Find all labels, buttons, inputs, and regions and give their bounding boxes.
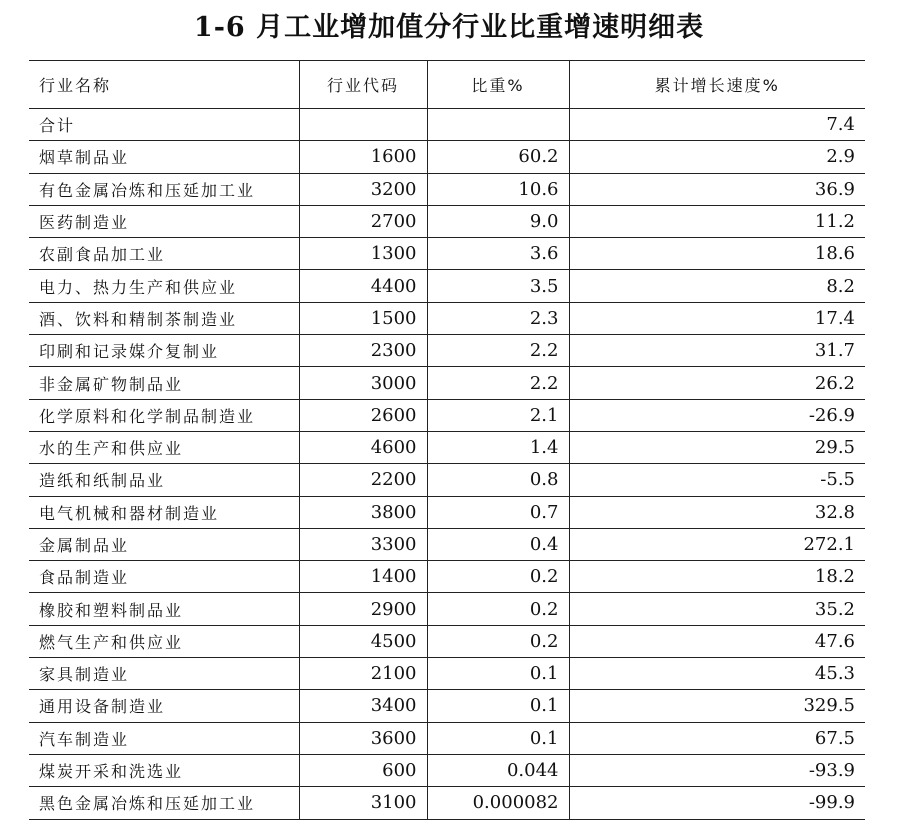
cell-share: 10.6 [427,173,569,205]
cell-industry-name: 有色金属冶炼和压延加工业 [29,173,299,205]
cell-industry-code: 1500 [299,302,427,334]
cell-industry-code: 600 [299,754,427,786]
table-row [29,722,865,754]
cell-industry-code: 2700 [299,205,427,237]
cell-share: 2.1 [427,399,569,431]
table-row [29,141,865,173]
cell-share: 0.1 [427,722,569,754]
cell-industry-code: 1300 [299,238,427,270]
cell-share: 2.2 [427,367,569,399]
cell-industry-name: 医药制造业 [29,205,299,237]
cell-industry-code: 2200 [299,464,427,496]
cell-share: 0.7 [427,496,569,528]
cell-growth: 7.4 [569,109,865,141]
cell-industry-code: 3800 [299,496,427,528]
cell-share: 60.2 [427,141,569,173]
cell-share [427,109,569,141]
cell-industry-name: 烟草制品业 [29,141,299,173]
cell-growth: 32.8 [569,496,865,528]
cell-growth: -5.5 [569,464,865,496]
cell-industry-code: 3400 [299,690,427,722]
cell-industry-code: 2900 [299,593,427,625]
cell-share: 0.044 [427,754,569,786]
cell-industry-name: 电气机械和器材制造业 [29,496,299,528]
table-row [29,399,865,431]
cell-industry-code [299,109,427,141]
table-row [29,270,865,302]
header-industry-name: 行业名称 [29,61,299,109]
cell-industry-name: 非金属矿物制品业 [29,367,299,399]
table-row [29,238,865,270]
cell-industry-name: 酒、饮料和精制茶制造业 [29,302,299,334]
cell-growth: 8.2 [569,270,865,302]
cell-share: 1.4 [427,431,569,463]
cell-growth: 45.3 [569,658,865,690]
cell-share: 0.1 [427,658,569,690]
cell-industry-name: 通用设备制造业 [29,690,299,722]
cell-growth: 36.9 [569,173,865,205]
cell-industry-name: 电力、热力生产和供应业 [29,270,299,302]
cell-growth: 272.1 [569,528,865,560]
cell-growth: -99.9 [569,787,865,819]
table-row [29,787,865,819]
industry-table [29,60,865,820]
header-growth: 累计增长速度% [569,61,865,109]
cell-growth: 67.5 [569,722,865,754]
cell-industry-name: 橡胶和塑料制品业 [29,593,299,625]
cell-share: 0.000082 [427,787,569,819]
cell-share: 3.5 [427,270,569,302]
cell-industry-name: 造纸和纸制品业 [29,464,299,496]
cell-industry-code: 3200 [299,173,427,205]
table-row [29,173,865,205]
cell-industry-name: 农副食品加工业 [29,238,299,270]
cell-industry-code: 3600 [299,722,427,754]
cell-growth: 2.9 [569,141,865,173]
table-row [29,593,865,625]
cell-industry-name: 家具制造业 [29,658,299,690]
cell-industry-name: 合计 [29,109,299,141]
cell-industry-code: 4400 [299,270,427,302]
table-row [29,205,865,237]
table-row [29,335,865,367]
page-title: 1-6 月工业增加值分行业比重增速明细表 [193,12,705,43]
header-industry-code: 行业代码 [299,61,427,109]
cell-growth: 31.7 [569,335,865,367]
cell-industry-code: 4500 [299,625,427,657]
header-share: 比重% [427,61,569,109]
cell-industry-name: 食品制造业 [29,561,299,593]
cell-share: 0.4 [427,528,569,560]
cell-growth: 35.2 [569,593,865,625]
cell-share: 2.3 [427,302,569,334]
cell-share: 9.0 [427,205,569,237]
cell-growth: 329.5 [569,690,865,722]
cell-share: 3.6 [427,238,569,270]
cell-industry-name: 汽车制造业 [29,722,299,754]
table-row [29,431,865,463]
cell-industry-name: 煤炭开采和洗选业 [29,754,299,786]
table-row [29,561,865,593]
cell-growth: 17.4 [569,302,865,334]
cell-industry-name: 金属制品业 [29,528,299,560]
cell-industry-name: 化学原料和化学制品制造业 [29,399,299,431]
cell-industry-name: 印刷和记录媒介复制业 [29,335,299,367]
cell-growth: 18.6 [569,238,865,270]
cell-industry-name: 黑色金属冶炼和压延加工业 [29,787,299,819]
cell-growth: 47.6 [569,625,865,657]
table-row [29,690,865,722]
table-header-row [29,61,865,109]
table-row [29,367,865,399]
table-row [29,528,865,560]
cell-industry-code: 1400 [299,561,427,593]
table-row [29,464,865,496]
table-row [29,496,865,528]
cell-industry-code: 2600 [299,399,427,431]
cell-share: 2.2 [427,335,569,367]
cell-industry-code: 2300 [299,335,427,367]
table-row [29,754,865,786]
cell-industry-code: 4600 [299,431,427,463]
cell-growth: -26.9 [569,399,865,431]
cell-growth: 26.2 [569,367,865,399]
cell-growth: 29.5 [569,431,865,463]
cell-growth: 18.2 [569,561,865,593]
cell-share: 0.2 [427,561,569,593]
cell-growth: 11.2 [569,205,865,237]
cell-industry-code: 3100 [299,787,427,819]
cell-industry-code: 1600 [299,141,427,173]
cell-industry-code: 3300 [299,528,427,560]
table-row [29,302,865,334]
table-row [29,658,865,690]
table-row [29,625,865,657]
table-row [29,109,865,141]
cell-share: 0.8 [427,464,569,496]
cell-growth: -93.9 [569,754,865,786]
cell-industry-name: 水的生产和供应业 [29,431,299,463]
cell-share: 0.2 [427,593,569,625]
cell-industry-code: 2100 [299,658,427,690]
cell-share: 0.1 [427,690,569,722]
cell-share: 0.2 [427,625,569,657]
cell-industry-name: 燃气生产和供应业 [29,625,299,657]
cell-industry-code: 3000 [299,367,427,399]
